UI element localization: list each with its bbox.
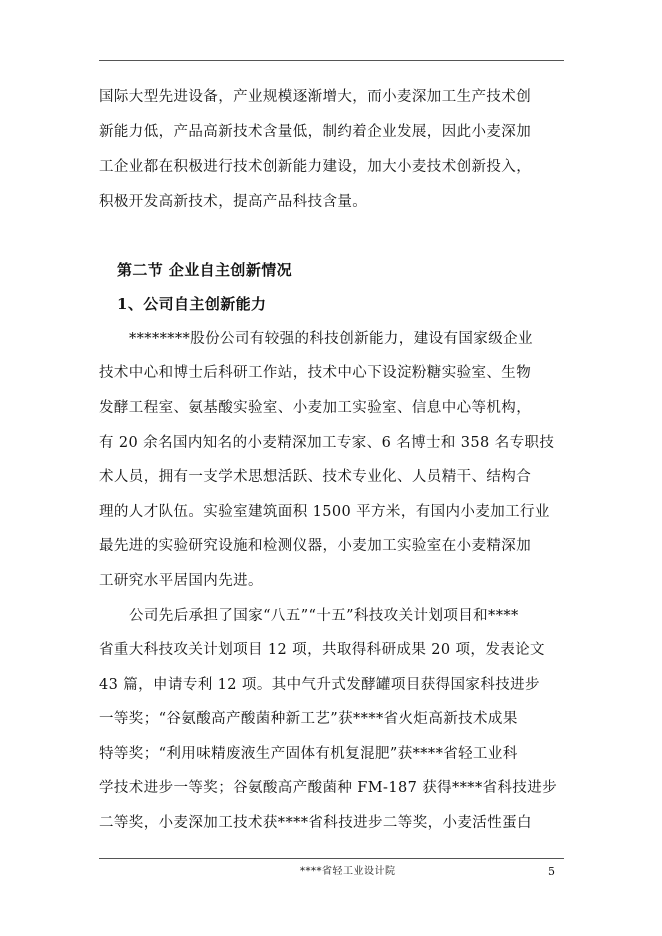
body-line: 发酵工程室、氨基酸实验室、小麦加工实验室、信息中心等机构， xyxy=(99,400,532,416)
body-line: 理的人才队伍。实验室建筑面积 1500 平方米，有国内小麦加工行业 xyxy=(99,504,550,520)
body-line: 积极开发高新技术，提高产品科技含量。 xyxy=(99,194,368,210)
body-line: 学技术进步一等奖；谷氨酸高产酸菌种 FM-187 获得****省科技进步 xyxy=(99,780,558,796)
body-line: 43 篇，申请专利 12 项。其中气升式发酵罐项目获得国家科技进步 xyxy=(99,677,540,693)
body-line: 一等奖；“谷氨酸高产酸菌种新工艺”获****省火炬高新技术成果 xyxy=(99,711,518,727)
body-line: 有 20 余名国内知名的小麦精深加工专家、6 名博士和 358 名专职技 xyxy=(99,435,555,451)
body-line: 二等奖，小麦深加工技术获****省科技进步二等奖，小麦活性蛋白 xyxy=(99,815,532,831)
subsection-heading: 1、公司自主创新能力 xyxy=(117,295,267,313)
header-rule xyxy=(99,60,564,61)
body-line: 工研究水平居国内先进。 xyxy=(99,573,263,589)
body-line: 特等奖；“利用味精废液生产固体有机复混肥”获****省轻工业科 xyxy=(99,746,518,762)
body-line: 公司先后承担了国家“八五”“十五”科技攻关计划项目和**** xyxy=(129,608,519,624)
body-line: 新能力低，产品高新技术含量低，制约着企业发展，因此小麦深加 xyxy=(99,124,532,140)
body-line: 术人员，拥有一支学术思想活跃、技术专业化、人员精干、结构合 xyxy=(99,469,532,485)
footer-rule xyxy=(99,858,564,859)
body-line: 技术中心和博士后科研工作站，技术中心下设淀粉糖实验室、生物 xyxy=(99,365,532,381)
body-line: 国际大型先进设备，产业规模逐渐增大，而小麦深加工生产技术创 xyxy=(99,89,532,105)
section-heading: 第二节 企业自主创新情况 xyxy=(117,261,293,279)
page-number: 5 xyxy=(548,865,555,878)
body-line: ********股份公司有较强的科技创新能力，建设有国家级企业 xyxy=(129,331,533,347)
body-line: 最先进的实验研究设施和检测仪器，小麦加工实验室在小麦精深加 xyxy=(99,538,532,554)
footer-org: ****省轻工业设计院 xyxy=(300,866,396,877)
body-line: 工企业都在积极进行技术创新能力建设，加大小麦技术创新投入， xyxy=(99,159,532,175)
body-line: 省重大科技攻关计划项目 12 项，共取得科研成果 20 项，发表论文 xyxy=(99,642,545,658)
